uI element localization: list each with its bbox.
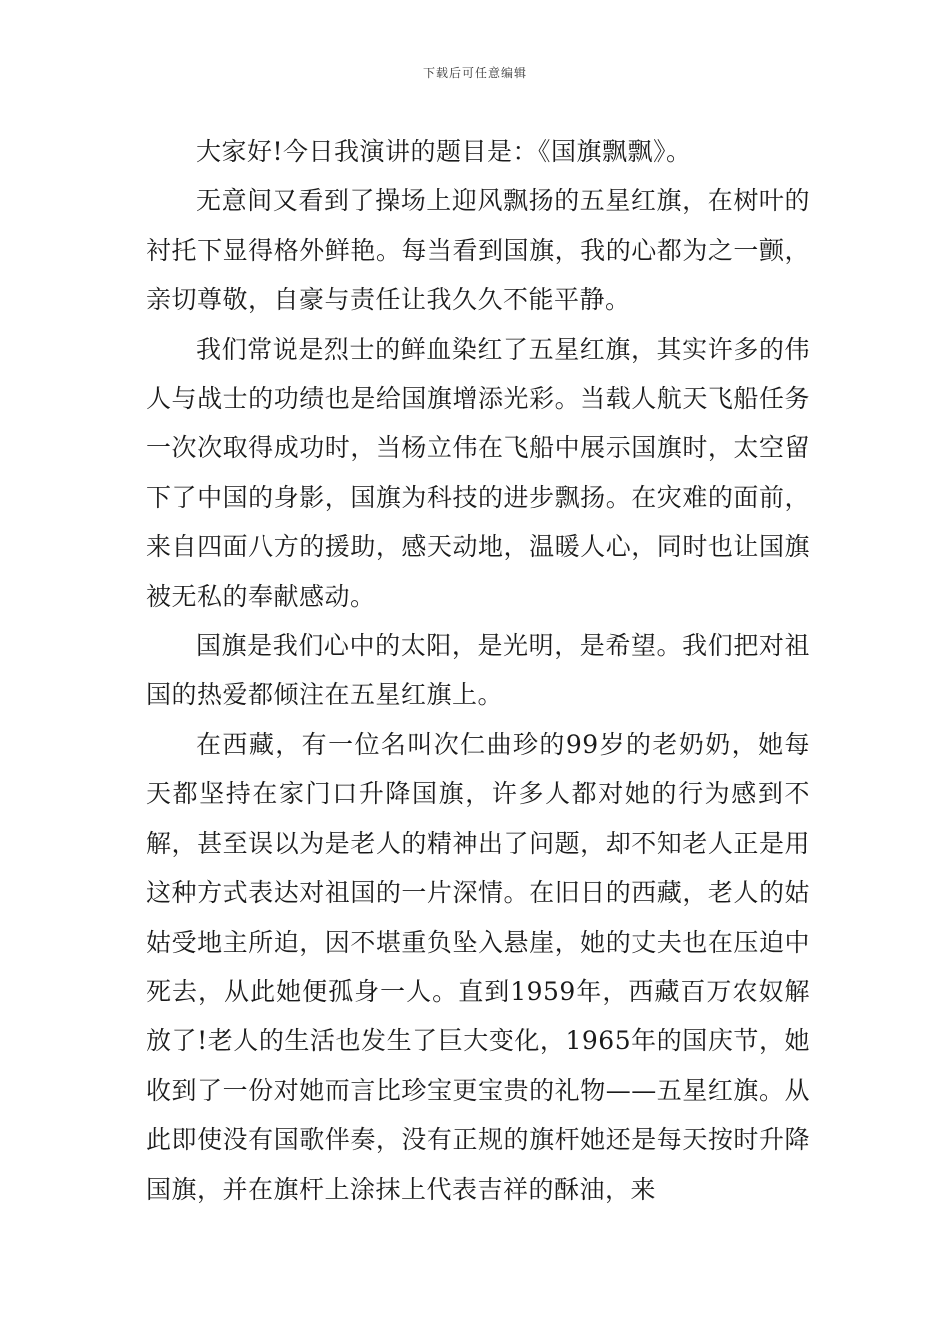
document-body — [146, 127, 810, 1214]
paragraph-flag-sight: 无意间又看到了操场上迎风飘扬的五星红旗，在树叶的衬托下显得格外鲜艳。每当看到国旗，我的心都为之一颤，亲切尊敬，自豪与责任让我久久不能平静。 — [146, 186, 810, 315]
paragraph-sun: 国旗是我们心中的太阳，是光明，是希望。我们把对祖国的热爱都倾注在五星红旗上。 — [146, 631, 810, 710]
paragraph-tibet: 在西藏，有一位名叫次仁曲珍的99岁的老奶奶，她每天都坚持在家门口升降国旗，许多人都对她的行为感到不解，甚至误以为是老人的精神出了问题，却不知老人正是用这种方式表达对祖国的一片深情。在旧日的西藏，老人的姑姑受地主所迫，因不堪重负坠入悬崖，她的丈夫也在压迫中死去，从此她便孤身一人。直到1959年，西藏百万农奴解放了!老人的生活也发生了巨大变化，1965年的国庆节，她收到了一份对她而言比珍宝更宝贵的礼物——五星红旗。从此即使没有国歌伴奏，没有正规的旗杆她还是每天按时升降国旗，并在旗杆上涂抹上代表吉祥的酥油，来 — [146, 729, 810, 1204]
header-note: 下载后可任意编辑 — [422, 66, 527, 80]
paragraph-greeting: 大家好!今日我演讲的题目是：《国旗飘飘》。 — [196, 137, 692, 166]
paragraph-martyrs: 我们常说是烈士的鲜血染红了五星红旗，其实许多的伟人与战士的功绩也是给国旗增添光彩。当载人航天飞船任务一次次取得成功时，当杨立伟在飞船中展示国旗时，太空留下了中国的身影，国旗为科技的进步飘扬。在灾难的面前，来自四面八方的援助，感天动地，温暖人心，同时也让国旗被无私的奉献感动。 — [146, 334, 810, 611]
